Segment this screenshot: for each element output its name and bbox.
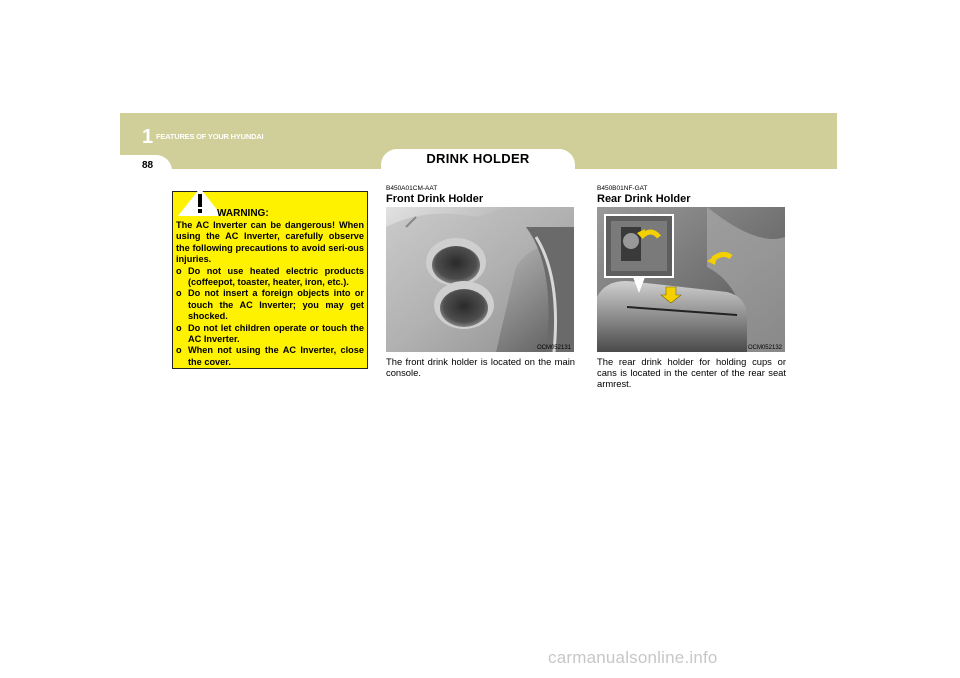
rear-drink-holder-photo bbox=[597, 207, 785, 352]
warning-item-text: Do not use heated electric products (coffeepot, toaster, heater, iron, etc.). bbox=[188, 265, 364, 288]
front-drink-holder-photo bbox=[386, 207, 574, 352]
section-title: DRINK HOLDER bbox=[426, 151, 530, 166]
bullet-marker: o bbox=[176, 288, 182, 299]
chapter-title: FEATURES OF YOUR HYUNDAI bbox=[156, 132, 264, 141]
warning-item bbox=[176, 288, 364, 322]
warning-item bbox=[176, 345, 364, 368]
warning-heading: WARNING: bbox=[217, 208, 269, 219]
warning-intro: The AC Inverter can be dangerous! When using the AC Inverter, carefully observe the following precautions to avoid seri-ous injuries. bbox=[176, 220, 364, 265]
front-drink-holder-illustration bbox=[386, 207, 574, 352]
watermark: carmanualsonline.info bbox=[548, 648, 718, 667]
rear-description: The rear drink holder for holding cups or cans is located in the center of the rear seat armrest. bbox=[597, 356, 786, 390]
front-section-code: B450A01CM-AAT bbox=[386, 185, 438, 192]
warning-triangle-icon bbox=[178, 188, 222, 216]
warning-body bbox=[176, 220, 364, 368]
rear-heading: Rear Drink Holder bbox=[597, 193, 691, 205]
bullet-marker: o bbox=[176, 265, 182, 276]
rear-section-code: B450B01NF-GAT bbox=[597, 185, 648, 192]
warning-item bbox=[176, 323, 364, 346]
warning-item-text: When not using the AC Inverter, close the cover. bbox=[188, 345, 364, 367]
warning-item-text: Do not insert a foreign objects into or touch the AC Inverter; you may get shocked. bbox=[188, 288, 364, 322]
front-description: The front drink holder is located on the main console. bbox=[386, 356, 575, 379]
rear-photo-code: OCM052132 bbox=[747, 345, 782, 351]
warning-list bbox=[176, 266, 364, 369]
page-number: 88 bbox=[142, 160, 154, 171]
front-photo-code: OCM052131 bbox=[536, 345, 571, 351]
chapter-number: 1 bbox=[142, 126, 154, 148]
rear-drink-holder-illustration bbox=[597, 207, 785, 352]
bullet-marker: o bbox=[176, 345, 182, 356]
warning-item bbox=[176, 266, 364, 289]
warning-item-text: Do not let children operate or touch the AC Inverter. bbox=[188, 322, 364, 345]
bullet-marker: o bbox=[176, 322, 182, 333]
front-heading: Front Drink Holder bbox=[386, 193, 484, 205]
